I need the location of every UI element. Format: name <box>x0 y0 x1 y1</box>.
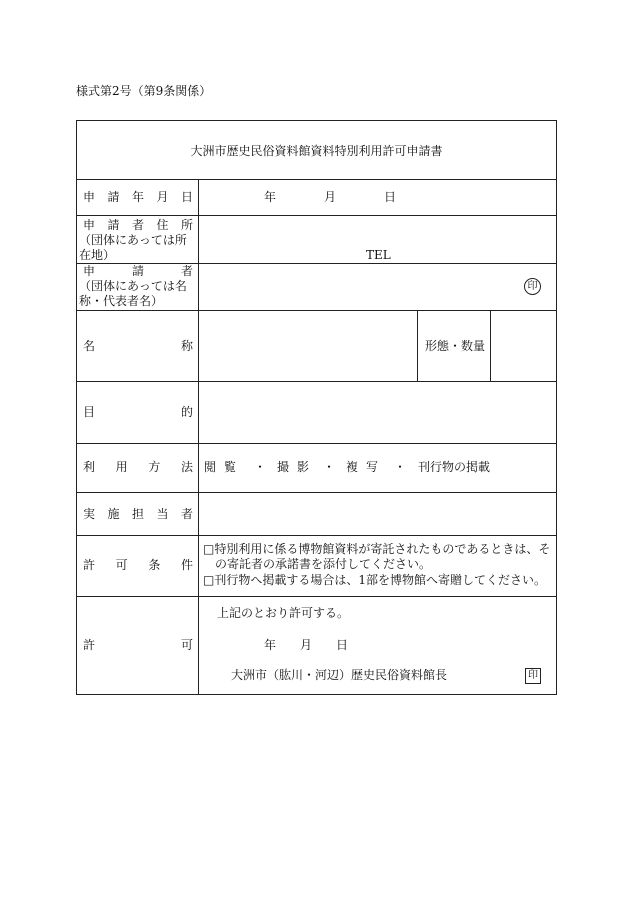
form-quantity-label: 形態・数量 <box>425 339 486 353</box>
permission-day: 日 <box>336 638 349 652</box>
method-label <box>83 460 193 475</box>
purpose-label <box>83 405 193 420</box>
applicant-label <box>79 264 193 309</box>
application-date-day: 日 <box>384 190 397 204</box>
address-label-line2: （団体にあっては所 <box>79 233 187 247</box>
address-label <box>79 218 193 263</box>
method-option-publication: 刊行物の掲載 <box>418 460 491 474</box>
condition-item-1-line2: の寄託者の承諾書を添付してください。 <box>215 557 432 571</box>
form-title: 大洲市歴史民俗資料館資料特別利用許可申請書 <box>190 144 443 158</box>
person-in-charge-label <box>83 507 193 522</box>
application-date-label-text: 申 請 年 月 日 <box>83 190 193 204</box>
address-label-line1: 申 請 者 住 所 <box>83 218 193 232</box>
applicant-label-line2: （団体にあっては名 <box>79 279 187 293</box>
permission-label-text: 許 可 <box>83 638 193 652</box>
permission-statement: 上記のとおり許可する。 <box>217 606 350 620</box>
application-date-year: 年 <box>264 190 277 204</box>
purpose-label-text: 目 的 <box>83 405 193 419</box>
address-tel: TEL <box>366 248 391 262</box>
condition-item-2: □刊行物へ掲載する場合は、1部を博物館へ寄贈してください。 <box>203 573 546 587</box>
permission-year: 年 <box>264 638 277 652</box>
condition-item-1-line1: □特別利用に係る博物館資料が寄託されたものであるときは、そ <box>203 542 551 556</box>
conditions-label <box>83 558 193 573</box>
issuer-seal-mark: 印 <box>525 668 541 684</box>
method-option-photo: 撮影 <box>277 460 318 474</box>
name-label <box>83 339 193 354</box>
person-in-charge-label-text: 実 施 担 当 者 <box>83 507 193 521</box>
permission-month: 月 <box>300 638 313 652</box>
name-label-text: 名 称 <box>83 339 193 353</box>
method-label-text: 利 用 方 法 <box>83 460 193 474</box>
method-option-copy: 複写 <box>346 460 387 474</box>
method-separator-3: ・ <box>394 460 407 474</box>
applicant-label-line3: 称・代表者名） <box>79 294 164 308</box>
application-date-month: 月 <box>324 190 337 204</box>
form-number: 様式第2号（第9条関係） <box>76 84 212 98</box>
applicant-seal-mark: 印 <box>524 278 541 295</box>
application-date-label <box>83 190 193 205</box>
permission-issuer: 大洲市（肱川・河辺）歴史民俗資料館長 <box>231 668 448 682</box>
permission-label <box>83 638 193 653</box>
method-separator-1: ・ <box>254 460 267 474</box>
conditions-label-text: 許 可 条 件 <box>83 558 193 572</box>
applicant-label-line1: 申 請 者 <box>83 264 193 278</box>
address-label-line3: 在地） <box>79 248 116 262</box>
method-separator-2: ・ <box>323 460 336 474</box>
method-option-view: 閲覧 <box>204 460 245 474</box>
